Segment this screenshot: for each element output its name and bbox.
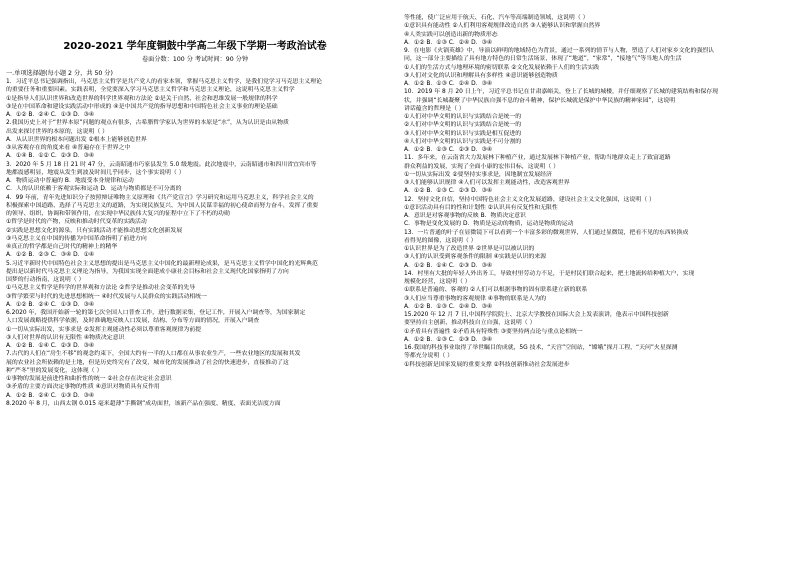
text-line: A．①② B．①③ C．②③ D．③④ [404, 336, 493, 343]
text-line: 人口发展战略提供科学依据，及时准确地反映人口发展，结构、分布等方面的情况，开展入户调查 [6, 318, 260, 325]
text-line: ②人们对中华文明的认识与实践结合是统一的 [404, 122, 522, 129]
text-line: 7.古代的人们在“房生不移”的观念约束下，全国大约有一半的人口都在从事农业生产，一些农业地区的发展和其发 [6, 351, 301, 358]
text-line: ①一切从实际出发 ②要坚持实事求是，因地制宜发展经济 [404, 171, 552, 178]
text-line: 13．一片普通的叶子在显微镜下可以看到一个丰富多彩的微观世界，人们通过显微镜，把看不见的东西转换成 [404, 229, 689, 236]
text-line: ③从客观存在的角度来看 ④普遍存在于世界之中 [6, 145, 131, 151]
left-question-text [6, 78, 384, 408]
text-line: 4．99 年前，青年先进知识分子按照辩证唯物主义原理和《共产党宣言》学习研究和运用马克思主义，科学社会主义的 [6, 194, 314, 201]
text-line: A．物质运动中普遍的 B．地震受本身规律和运动 [6, 178, 134, 184]
text-line: 的重要任务和重要因素。实践表明，全党要深入学习马克思主义哲学和马克思主义理论，这说明马克思主义哲学 [6, 87, 295, 94]
exam-title: 2020-2021 学年度铜鼓中学高二年级下学期一考政治试卷 [63, 41, 327, 52]
text-line: 看得见的图像，这说明（ ） [404, 237, 477, 244]
text-line: 国梦的行动指南，这说明（ ） [6, 277, 85, 283]
section-heading: 一.单项选择题(每小题 2 分，共 50 分) [6, 70, 113, 77]
text-line: A．①④ B．①② C．②③ D．③④ [6, 153, 95, 160]
text-line: ①一切从实际出发，实事求是 ②发挥主观能动性必须以尊重客观规律为前提 [6, 326, 202, 333]
text-line: ①意识活动具有目的性和计划性 ②认识具有反复性和无限性 [404, 204, 558, 211]
text-line: ①矛盾具有普遍性 ②矛盾具有特殊性 ③要坚持两点论与重点论相统一 [404, 328, 583, 335]
text-line: A．①② B．②④ C．①③ D．③④ [6, 392, 95, 399]
text-line: 出发来探讨世界的本原的，这说明（ ） [6, 128, 109, 135]
text-line: 种“严冬”里的发展变化，这体现（ ） [6, 367, 103, 374]
text-line: 群众利益的发展，实现了全面小康的宏伟目标，这说明（ ） [404, 163, 560, 170]
text-line: 等都充分说明（ ） [404, 353, 453, 360]
text-line: 5.习近平新时代中国特色社会主义思想的提出是马克思主义中国化的最新理论成果，是马克思主义哲学中国化的光辉典范 [6, 260, 318, 267]
text-line: ①事物的发展是前进性和曲折性的统一 ②社会存在决定社会意识 [6, 376, 172, 382]
text-line: 12．坚持文化自信，坚持中国特色社会主义文化发展道路，建设社会主义文化强国，这说明（ ） [404, 196, 655, 203]
text-line: 1．习近平总书记强调指出，马克思主义哲学是共产党人的看家本领，掌握马克思主义哲学，是我们党学习马克思主义理论 [6, 79, 322, 85]
text-line: ④人类实践可以创造出新的物质形态 [404, 31, 498, 38]
text-line: A．①② B．②④ C．①③ D．③④ [6, 301, 95, 308]
text-line: A．①② B．①③ C．②④ D．③④ [404, 303, 493, 310]
text-line: ③马克思主义在中国的传播为中国革命指明了前进方向 [6, 235, 147, 242]
text-line: A．①② B．①③ C．②③ D．③④ [404, 147, 493, 153]
text-line: 规模化经营，这说明（ ） [404, 279, 471, 285]
text-line: 16.我国的科技事业取得了举世瞩目的成就，5G 技术，“天宫”空间站，“嫦娥”探月工程，“天问”火星探测 [404, 345, 678, 351]
text-line: ③是在中国革命和建设实践活动中形成的 ④是中国共产党的指导思想和中国特色社会主义事业的理论基础 [6, 103, 278, 110]
text-line: ③人们的认识受到客观条件的限制 ④实践是认识的来源 [404, 254, 547, 261]
text-line: ①意识具有能动性 ②人们利用客观规律改造自然 ③人能够认识和掌握自然界 [404, 23, 601, 30]
text-line: A．从认识世界的根本问题出发 ②根本上能够创造世界 [6, 136, 147, 143]
text-line: ①马克思主义哲学是科学的世界观和方法论 ②哲学是推动社会变革的先导 [6, 285, 196, 292]
text-line: 2.我国历史上对于“世界本原”问题的观点有很多，古希腊哲学家认为世界的本原是“水”，从为认识是由从物质 [6, 120, 289, 127]
text-line: 14．村里有大批的年轻人外出务工，导致村里劳动力不足，于是村民们联合起来，把土地流转给种植大户，实现 [404, 270, 695, 277]
text-line: ③哲学繁荣与时代的先进思想相统一 ④时代发展与人民群众的实践活动相统一 [6, 293, 207, 300]
text-line: 9．在电影《火锅英雄》中，导演以鲜明的地域特色为背景，通过一系列的情节与人物，塑造了人们对家乡文化的强烈认 [404, 48, 715, 54]
text-line: 提出是以新时代马克思主义理论为指导，为我国实现全面建成小康社会目标和社会主义现代化国家指明了方向 [6, 268, 289, 275]
text-line: A．①② B．①③ C．②③ D．③④ [404, 188, 493, 195]
text-line: 3．2020 年 5 月 18 日 21 时 47 分，云南昭通市巧家县发生 5.0 级地震。此次地震中，云南昭通市和四川省宜宾市等 [6, 161, 317, 168]
text-line: C．人的认识依赖于客观实际和运动 D．运动与物质都是不可分离的 [6, 186, 182, 193]
text-line: 要坚持自主创新，推动科技自立自强，这说明（ ） [404, 320, 536, 327]
text-line: 的领导、组织、协调和带领作用，在实现中华民族伟大复兴的征程中立下了不朽的功勋 [6, 211, 230, 217]
exam-meta: 卷面分数：100 分 考试时间：90 分钟 [141, 56, 249, 63]
text-line: ④人们对中华文明的认识与实践是不可分割的 [404, 138, 522, 145]
text-line: 8.2020 年 8 月，山西太钢 0.015 毫米超薄“手撕钢”成功面世，该新产品在强度、精度、表面光洁度方面 [6, 400, 281, 407]
text-line: A．①② B．①④ C．②③ D．③④ [6, 343, 95, 349]
text-line: ①联系是普遍的、客观的 ②人们可以根据事物的固有联系建立新的联系 [404, 287, 588, 294]
text-line: 6.2020 年，我国开始新一轮的第七次全国人口普查工作，进行数据采集，登记工作，开展入户调查等，为国家制定 [6, 310, 306, 316]
right-question-text [404, 14, 782, 369]
text-line: ③人们对世界的认识有无限性 ④物质决定意识 [6, 334, 125, 341]
text-line: ③矛盾的主要方面决定事物的性质 ④意识对物质具有反作用 [6, 384, 160, 391]
text-line: 积极探索中国道路、选择了马克思主义的道路，为实现民族复兴、为中国人民谋幸福的初心使命而努力奋斗，发挥了重要 [6, 202, 319, 209]
text-line: 同，这一部分主要描绘了具有地方特色的日常生活场景，体现了“地道”，“家常”，“接地气”等当地人的生活 [404, 56, 682, 63]
text-line: ③人们对文化的认识和理解具有多样性 ④意识能够创造物质 [404, 72, 558, 79]
text-line: A．①② B．②③ C．③④ D．①④ [6, 252, 95, 259]
text-line: A．意识是对客观事物的反映 B．物质决定意识 [404, 213, 526, 219]
text-line: C．事物是变化发展的 D．物质是运动的物质，运动是物质的运动 [404, 221, 574, 228]
text-line: 15.2020 年 12 月 7 日,中国科学院院士、北京大学教授在国际大会上发表演讲，他表示中国科技创新 [404, 312, 669, 318]
text-line: 地都震感明显，地震从发生到波及时间几乎同步，这个事实说明（ ） [6, 169, 185, 176]
text-line: ④真正的哲学都是自己时代的精神上的精华 [6, 244, 118, 250]
text-line: 等性能，使广泛应用于航天、石化、汽车等高端制造领域，这说明（ ） [404, 15, 589, 21]
text-line: A．①② B．①④ C．②③ D．③④ [404, 262, 493, 269]
text-line: A．①② B．①③ C．②④ D．③④ [404, 39, 493, 46]
text-line: 10．2019 年 8 月 20 日上午，习近平总书记在甘肃嘉峪关，登上了长城的城楼，并仔细观察了长城的建筑结构和保存现 [404, 89, 719, 96]
text-line: ①人们的生活方式与地理环境的密切联系 ②文化发展依赖于人们的生活实践 [404, 64, 600, 71]
text-line: A．①② B．②④ C．①③ D．③④ [6, 112, 95, 118]
text-line: ①哲学是时代的产物，反映和推动时代变革的实践活动 [6, 219, 147, 226]
text-line: ③人们应当尊重事物的客观规律 ④事物的联系是人为的 [404, 295, 547, 302]
text-line: A．①② B．①③ C．②④ D．③④ [404, 81, 493, 87]
text-line: ③人们对中华文明的认识与实践是相互促进的 [404, 130, 522, 137]
text-line: ②实践是思想文化的源泉，只有实践活动才能推动思想文化创新发展 [6, 227, 183, 234]
text-line: 11．多年来，在云南省大力发展林下种植产业，通过发展林下种植产业，帮助当地群众走上了致富道路 [404, 155, 671, 162]
right-column [398, 0, 788, 562]
text-line: ①人们对中华文明的认识与实践结合是统一的 [404, 114, 522, 120]
text-line: ①科技创新是国家发展的重要支撑 ②科技创新推动社会发展进步 [404, 361, 570, 368]
text-line: 展的农业社会所依赖的是土地，但是历史终究有了改变，城市化的发展推动了社会的快速进步，直接推动了这 [6, 359, 289, 366]
left-column [0, 0, 390, 562]
text-line: 讲话蕴含的哲理是（ ） [404, 105, 465, 112]
text-line: ①认识世界是为了改造世界 ②世界是可以被认识的 [404, 246, 535, 252]
text-line: ①是指导人们认识世界和改造世界的科学世界观和方法论 ②是关于自然、社会和思维发展一般规律的科学 [6, 95, 278, 102]
text-line: 状，并强调“长城凝聚了中华民族自强不息的奋斗精神，保护长城就是保护中华民族的精神家园”，这说明 [404, 97, 676, 104]
text-line: ③人们能够认识规律 ④人们可以发挥主观能动性，改造客观世界 [404, 180, 570, 186]
